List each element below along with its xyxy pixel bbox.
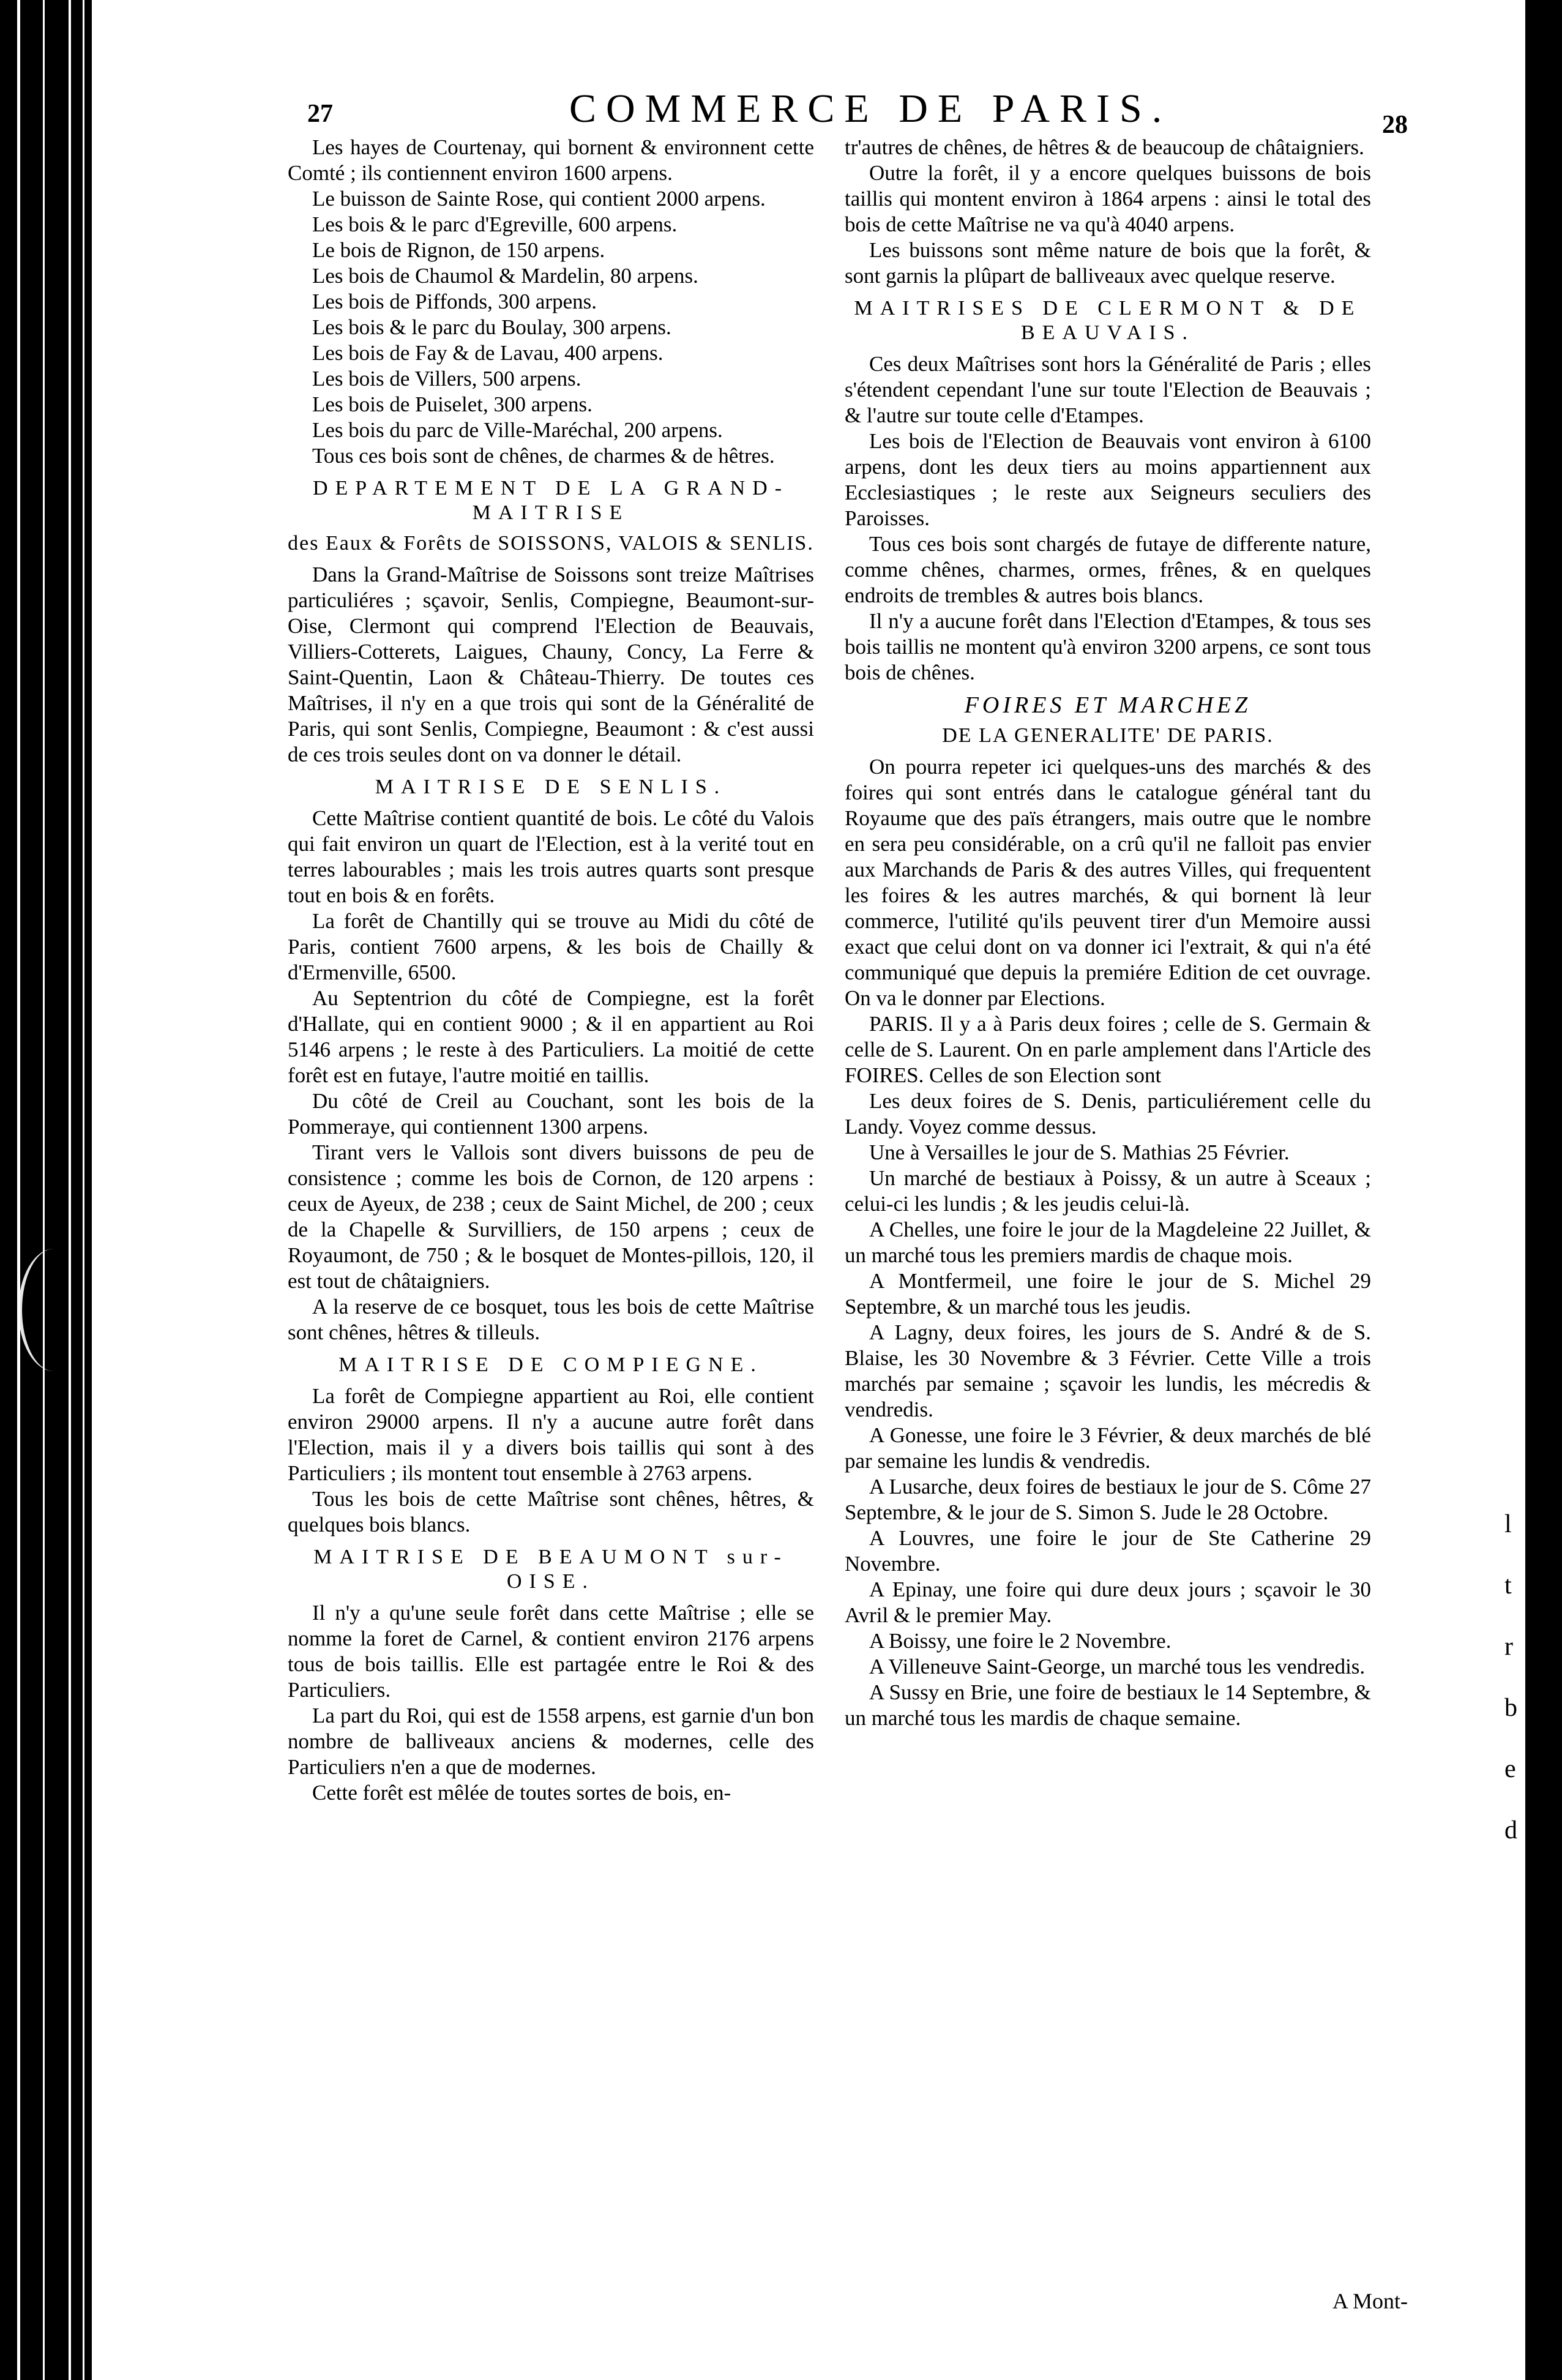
paragraph: Les buissons sont même nature de bois que la forêt, & sont garnis la plûpart de balliveaux avec quelque reserve. xyxy=(845,238,1371,288)
paragraph: A Epinay, une foire qui dure deux jours ; sçavoir le 30 Avril & le premier May. xyxy=(845,1577,1371,1627)
paragraph: A Chelles, une foire le jour de la Magdeleine 22 Juillet, & un marché tous les premiers mardis de chaque mois. xyxy=(845,1218,1371,1267)
paragraph: Les bois & le parc du Boulay, 300 arpens. xyxy=(312,315,671,339)
fragment-letter: d xyxy=(1504,1816,1517,1844)
section-heading: DEPARTEMENT DE LA GRAND-MAITRISE xyxy=(312,477,790,524)
scan-stripe xyxy=(43,0,45,2380)
fragment-letter: e xyxy=(1504,1755,1516,1783)
section-heading: MAITRISE DE COMPIEGNE. xyxy=(338,1353,763,1376)
paragraph: Les bois de Villers, 500 arpens. xyxy=(312,367,581,391)
paragraph: Les bois de Chaumol & Mardelin, 80 arpens. xyxy=(312,264,698,288)
paragraph: A Sussy en Brie, une foire de bestiaux le 14 Septembre, & un marché tous les mardis de chaque semaine. xyxy=(845,1680,1371,1730)
page-tear xyxy=(18,1249,89,1371)
paragraph: Du côté de Creil au Couchant, sont les bois de la Pommeraye, qui contiennent 1300 arpens. xyxy=(288,1089,814,1139)
paragraph: Tirant vers le Vallois sont divers buissons de peu de consistence ; comme les bois de Cornon, de 120 arpens : ceux de Ayeux, de 238 ; ceux de Saint Michel, de 200 ; ceux de la Chapelle & Survilliers, de 150 arpens ; ceux de Royaumont, de 750 ; & le bosquet de Montes-pillois, 120, il est tout de châtaigniers. xyxy=(288,1140,814,1293)
paragraph: La part du Roi, qui est de 1558 arpens, est garnie d'un bon nombre de balliveaux anciens & modernes, celle des Particuliers n'en a que de modernes. xyxy=(288,1704,814,1779)
section-heading: des Eaux & Forêts de SOISSONS, VALOIS & SENLIS. xyxy=(288,532,814,555)
adjacent-page-fragment xyxy=(1504,1494,1523,1861)
paragraph: Cette forêt est mêlée de toutes sortes de bois, en- xyxy=(312,1781,731,1805)
paragraph: A Montfermeil, une foire le jour de S. Michel 29 Septembre, & un marché tous les jeudis. xyxy=(845,1269,1371,1319)
page-number-right: 28 xyxy=(1382,111,1408,139)
paragraph: Les bois & le parc d'Egreville, 600 arpens. xyxy=(312,212,678,236)
paragraph: Les bois de Puiselet, 300 arpens. xyxy=(312,392,592,416)
running-head xyxy=(263,86,1408,139)
paragraph: A Gonesse, une foire le 3 Février, & deux marchés de blé par semaine les lundis & vendredis. xyxy=(845,1423,1371,1473)
section-heading: MAITRISE DE BEAUMONT sur-OISE. xyxy=(313,1546,788,1593)
scan-stripe xyxy=(17,0,20,2380)
running-title: COMMERCE DE PARIS. xyxy=(569,86,1172,131)
fragment-letter: l xyxy=(1504,1510,1512,1538)
scan-stripe xyxy=(83,0,84,2380)
fragment-letter: t xyxy=(1504,1571,1512,1600)
paragraph: Cette Maîtrise contient quantité de bois. Le côté du Valois qui fait environ un quart de l'Election, est à la verité tout en terres labourables ; mais les trois autres quarts sont presque tout en bois & en forêts. xyxy=(288,806,814,907)
fragment-letter: b xyxy=(1504,1694,1517,1722)
paragraph: Les deux foires de S. Denis, particuliérement celle du Landy. Voyez comme dessus. xyxy=(845,1089,1371,1139)
section-heading: MAITRISE DE SENLIS. xyxy=(375,776,727,798)
paragraph: On pourra repeter ici quelques-uns des marchés & des foires qui sont entrés dans le catalogue général tant du Royaume que des païs étrangers, mais outre que le nombre en sera peu considérable, on a crû qu'il ne falloit pas envier aux Marchands de Paris & des autres Villes, qui frequentent les foires & les autres marchés, & qui bornent là leur commerce, l'utilité qu'ils peuvent tirer d'un Memoire aussi exact que celui dont on va donner ici l'extrait, & qui n'a été communiqué que depuis la premiére Edition de cet ouvrage. On va le donner par Elections. xyxy=(845,755,1371,1010)
paragraph: Dans la Grand-Maîtrise de Soissons sont treize Maîtrises particuliéres ; sçavoir, Senlis, Compiegne, Beaumont-sur-Oise, Clermont qui comprend l'Election de Beauvais, Villiers-Cotterets, Laigues, Chauny, Concy, La Ferre & Saint-Quentin, Laon & Château-Thierry. De toutes ces Maîtrises, il n'y en a que trois qui sont de la Généralité de Paris, qui sont Senlis, Compiegne, Beaumont : & c'est aussi de ces trois seules dont on va donner le détail. xyxy=(288,563,814,766)
paragraph: Ces deux Maîtrises sont hors la Généralité de Paris ; elles s'étendent cependant l'une sur toute l'Election de Beauvais ; & l'autre sur toute celle d'Etampes. xyxy=(845,352,1371,427)
paragraph: Les bois de Fay & de Lavau, 400 arpens. xyxy=(312,341,663,365)
paragraph: A Lusarche, deux foires de bestiaux le jour de S. Côme 27 Septembre, & le jour de S. Simon S. Jude le 28 Octobre. xyxy=(845,1475,1371,1524)
paragraph: A Lagny, deux foires, les jours de S. André & de S. Blaise, les 30 Novembre & 3 Février. Cette Ville a trois marchés par semaine ; sçavoir les lundis, les mécredis & vendredis. xyxy=(845,1320,1371,1421)
paragraph: Il n'y a qu'une seule forêt dans cette Maîtrise ; elle se nomme la foret de Carnel, & contient environ 2176 arpens tous de bois taillis. Elle est partagée entre le Roi & des Particuliers. xyxy=(288,1601,814,1702)
paragraph: Tous ces bois sont chargés de futaye de differente nature, comme chênes, charmes, ormes, frênes, & en quelques endroits de trembles & autres bois blancs. xyxy=(845,532,1371,607)
scan-stripe xyxy=(69,0,71,2380)
paragraph: Au Septentrion du côté de Compiegne, est la forêt d'Hallate, qui en contient 9000 ; & il en appartient au Roi 5146 arpens ; le reste à des Particuliers. La moitié de cette forêt est en futaye, l'autre moitié en taillis. xyxy=(288,986,814,1087)
paragraph: Les bois du parc de Ville-Maréchal, 200 arpens. xyxy=(312,418,723,442)
section-heading: MAITRISES DE CLERMONT & DE BEAUVAIS. xyxy=(854,297,1362,344)
page-number-left: 27 xyxy=(307,100,333,128)
section-heading: DE LA GENERALITE' DE PARIS. xyxy=(942,724,1274,747)
right-column xyxy=(845,135,1371,1731)
paragraph: Il n'y a aucune forêt dans l'Election d'Etampes, & tous ses bois taillis ne montent qu'à environ 3200 arpens, ce sont tous bois de chênes. xyxy=(845,609,1371,684)
paragraph: La forêt de Chantilly qui se trouve au Midi du côté de Paris, contient 7600 arpens, & les bois de Chailly & d'Ermenville, 6500. xyxy=(288,909,814,984)
catchword: A Mont- xyxy=(1332,2289,1408,2313)
paragraph: PARIS. Il y a à Paris deux foires ; celle de S. Germain & celle de S. Laurent. On en parle amplement dans l'Article des FOIRES. Celles de son Election sont xyxy=(845,1012,1371,1087)
section-heading: FOIRES ET MARCHEZ xyxy=(964,692,1252,718)
paragraph: A Villeneuve Saint-George, un marché tous les vendredis. xyxy=(869,1655,1366,1678)
paragraph: Les bois de l'Election de Beauvais vont environ à 6100 arpens, dont les deux tiers au moins appartiennent aux Ecclesiastiques ; le reste aux Seigneurs seculiers des Paroisses. xyxy=(845,429,1371,530)
paragraph: Les hayes de Courtenay, qui bornent & environnent cette Comté ; ils contiennent environ 1600 arpens. xyxy=(288,135,814,185)
paragraph: La forêt de Compiegne appartient au Roi, elle contient environ 29000 arpens. Il n'y a aucune autre forêt dans l'Election, mais il y a divers bois taillis qui sont à des Particuliers ; ils montent tout ensemble à 2763 arpens. xyxy=(288,1384,814,1485)
paragraph: Un marché de bestiaux à Poissy, & un autre à Sceaux ; celui-ci les lundis ; & les jeudis celui-là. xyxy=(845,1166,1371,1216)
paragraph: Outre la forêt, il y a encore quelques buissons de bois taillis qui montent environ à 1864 arpens : ainsi le total des bois de cette Maîtrise ne va qu'à 4040 arpens. xyxy=(845,161,1371,236)
paragraph: A Boissy, une foire le 2 Novembre. xyxy=(869,1629,1172,1653)
left-column xyxy=(288,135,814,1806)
paragraph: tr'autres de chênes, de hêtres & de beaucoup de châtaigniers. xyxy=(845,135,1364,159)
paragraph: Le buisson de Sainte Rose, qui contient 2000 arpens. xyxy=(312,187,766,211)
paragraph: Tous les bois de cette Maîtrise sont chênes, hêtres, & quelques bois blancs. xyxy=(288,1487,814,1536)
paragraph: A Louvres, une foire le jour de Ste Catherine 29 Novembre. xyxy=(845,1526,1371,1576)
paragraph: Tous ces bois sont de chênes, de charmes & de hêtres. xyxy=(312,444,775,468)
paragraph: Le bois de Rignon, de 150 arpens. xyxy=(312,238,605,262)
paragraph: A la reserve de ce bosquet, tous les bois de cette Maîtrise sont chênes, hêtres & tilleuls. xyxy=(288,1295,814,1344)
scan-edge-right xyxy=(1525,0,1562,2380)
fragment-letter: r xyxy=(1504,1633,1513,1661)
paragraph: Une à Versailles le jour de S. Mathias 25 Février. xyxy=(869,1140,1290,1164)
scan-edge-left xyxy=(0,0,92,2380)
paragraph: Les bois de Piffonds, 300 arpens. xyxy=(312,290,597,313)
book-page xyxy=(263,86,1408,2314)
